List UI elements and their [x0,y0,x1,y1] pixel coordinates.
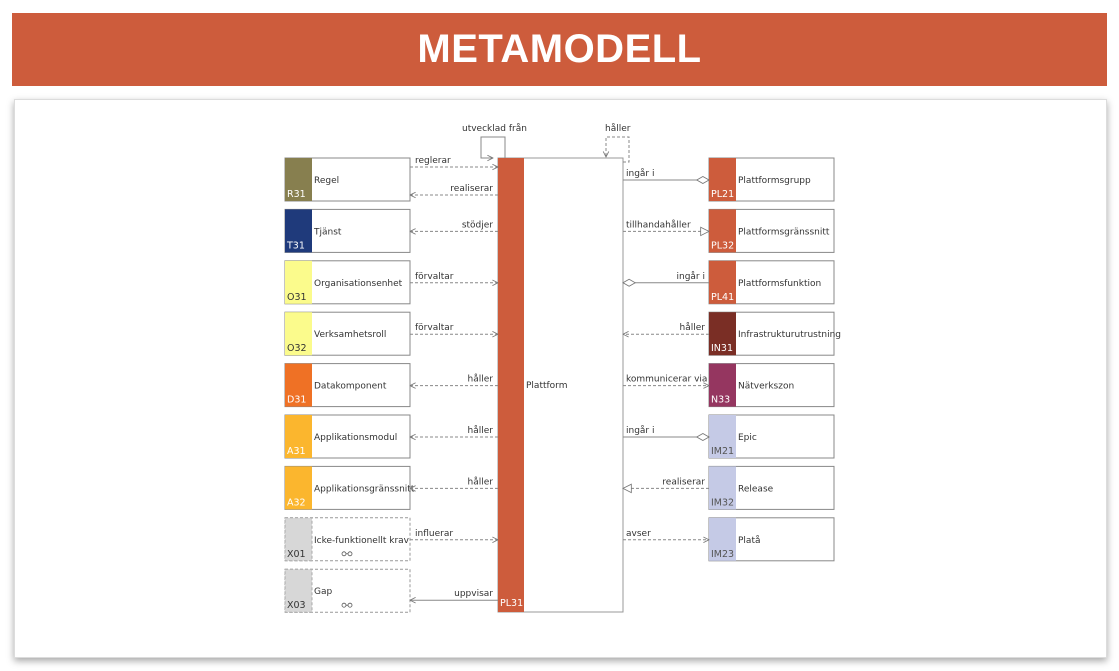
edge-label-left-node-x03-0: uppvisar [454,589,493,600]
left-node-x03 [285,569,410,612]
left-node-x01 [285,518,410,561]
edge-label-right-node-pl41: ingår i [676,271,705,282]
right-node-im23-label: Platå [738,535,761,546]
left-node-a31-label: Applikationsmodul [314,433,398,443]
left-node-a31 [285,415,410,458]
left-node-d31-label: Datakomponent [314,381,387,392]
right-node-im32-code: IM32 [711,497,735,509]
self-loop-label-utvecklad-fran: utvecklad från [462,124,527,134]
left-node-r31-label: Regel [314,176,340,186]
left-node-a32-code: A32 [287,497,306,509]
right-node-im21 [709,415,834,458]
right-node-pl41-code: PL41 [711,291,735,303]
right-node-in31 [709,312,841,355]
left-node-a31-code: A31 [287,446,306,457]
edge-label-left-node-t31-0: stödjer [461,220,493,231]
edge-label-left-node-d31-0: håller [467,374,493,385]
edge-label-left-node-a32-0: håller [467,477,493,488]
left-node-o32 [285,312,410,355]
left-node-t31-label: Tjänst [314,227,342,238]
right-node-pl41 [709,261,834,304]
right-node-im23 [709,518,834,561]
edge-label-left-node-o31-0: förvaltar [415,271,454,282]
right-node-in31-label: Infrastrukturutrustning [738,330,841,341]
right-node-pl21-code: PL21 [711,189,735,200]
edge-label-right-node-n33: kommunicerar via [626,374,708,385]
self-loop-utvecklad-fran [481,137,505,158]
edge-label-right-node-pl32: tillhandahåller [626,220,691,231]
edge-label-right-node-in31: håller [679,323,705,334]
left-node-x03-label: Gap [314,587,333,598]
right-node-im32-label: Release [738,484,774,495]
left-node-o31-code: O31 [287,291,307,303]
left-node-d31-code: D31 [287,394,307,406]
right-node-im21-label: Epic [738,433,757,443]
right-node-pl41-label: Plattformsfunktion [738,278,822,289]
edge-label-left-node-a31-0: håller [467,426,493,436]
left-node-a32 [285,466,415,509]
right-node-pl32 [709,209,834,252]
right-node-pl21 [709,158,834,201]
right-node-n33 [709,364,834,407]
right-node-in31-code: IN31 [711,343,733,355]
page-title: METAMODELL [417,27,702,71]
left-node-x01-label: Icke-funktionellt krav [314,535,409,546]
right-node-pl21-label: Plattformsgrupp [738,176,811,186]
left-node-o32-code: O32 [287,343,307,355]
right-node-n33-label: Nätverkszon [738,381,795,392]
center-node-color-strip [498,158,524,612]
left-node-r31 [285,158,410,201]
left-node-x01-code: X01 [287,548,306,560]
center-node-label: Plattform [526,381,568,391]
edge-label-right-node-im23: avser [626,528,651,539]
left-node-o31-label: Organisationsenhet [314,278,403,289]
right-node-pl32-code: PL32 [711,240,735,252]
edge-label-right-node-im21: ingår i [626,426,655,436]
right-node-im23-code: IM23 [711,548,735,560]
edge-label-left-node-o32-0: förvaltar [415,323,454,334]
edge-label-left-node-r31-1: realiserar [450,184,493,194]
edge-label-left-node-x01-0: influerar [415,528,454,539]
self-loop-label-haller: håller [605,124,631,134]
edge-label-right-node-im32: realiserar [662,477,705,488]
edge-label-left-node-r31-0: reglerar [415,156,451,166]
center-node-plattform [498,158,623,612]
left-node-r31-code: R31 [287,189,306,200]
right-node-n33-code: N33 [711,394,731,406]
left-node-o32-label: Verksamhetsroll [314,330,387,341]
left-node-o31 [285,261,410,304]
left-node-t31-code: T31 [287,240,305,252]
right-node-pl32-label: Plattformsgränssnitt [738,227,830,238]
left-node-t31 [285,209,410,252]
right-node-im32 [709,466,834,509]
edge-label-right-node-pl21: ingår i [626,169,655,179]
center-node-code: PL31 [500,598,524,609]
left-node-d31 [285,364,410,407]
right-node-im21-code: IM21 [711,446,735,457]
left-node-a32-label: Applikationsgränssnitt [314,484,415,495]
left-node-x03-code: X03 [287,600,306,612]
